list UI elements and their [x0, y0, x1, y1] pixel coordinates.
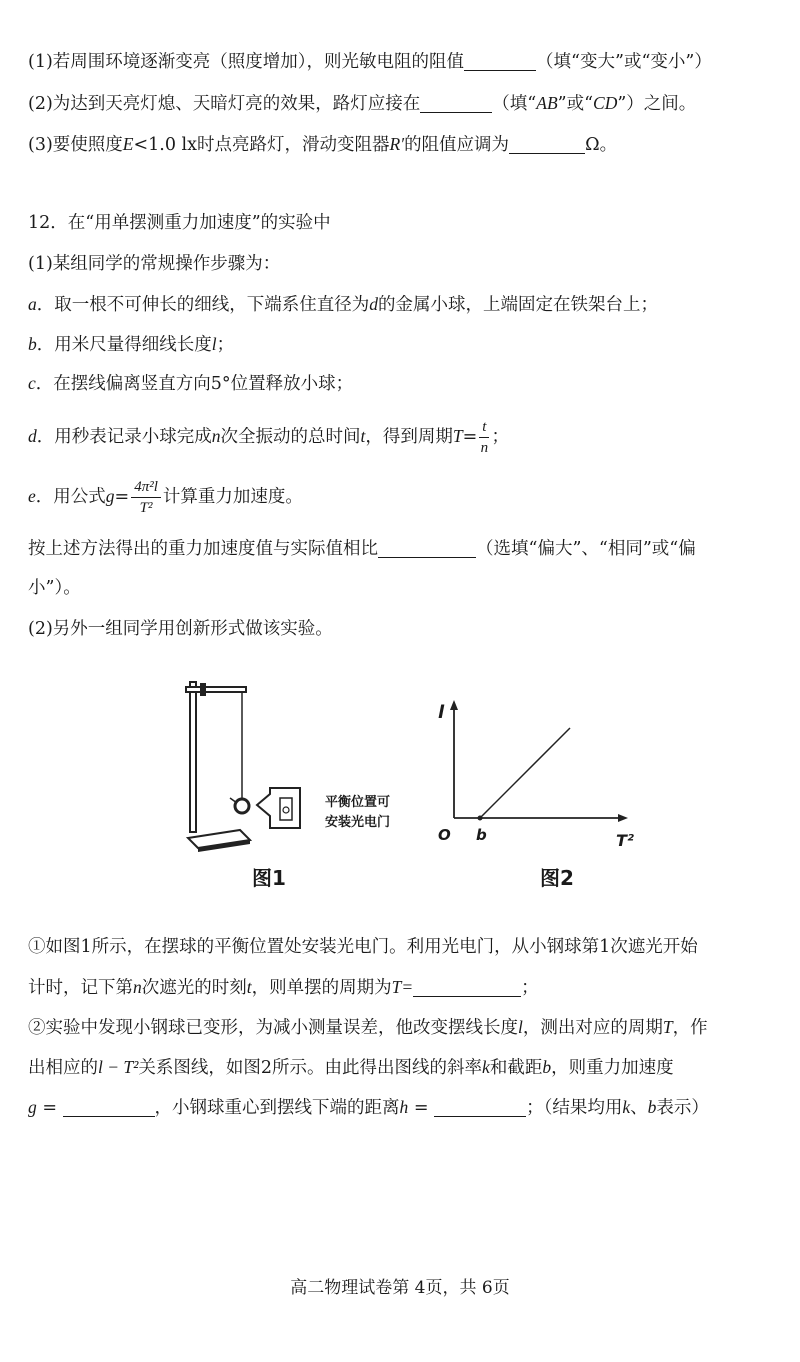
- photogate-note-line2: 安装光电门: [325, 815, 391, 830]
- origin-label: O: [438, 826, 451, 844]
- sub-question-2-line2: 出相应的l − T²关系图线，如图2所示。由此得出图线的斜率k和截距b，则重力加速度: [28, 1057, 674, 1078]
- sub-question-2-line1: ②实验中发现小钢球已变形，为减小测量误差，他改变摆线长度l，测出对应的周期T，作: [28, 1017, 708, 1038]
- graph-line: [480, 728, 570, 818]
- q12-part1-heading: (1)某组同学的常规操作步骤为：: [28, 254, 281, 274]
- figure-2-graph: [420, 690, 650, 860]
- answer-blank[interactable]: [420, 92, 492, 113]
- step-c: c．在摆线偏离竖直方向5°位置释放小球；: [28, 373, 354, 394]
- page-footer: 高二物理试卷第 4页，共 6页: [290, 1278, 510, 1298]
- sub-question-2-line3: g = ，小钢球重心到摆线下端的距离h = ；（结果均用k、b表示）: [28, 1097, 709, 1118]
- answer-blank[interactable]: [434, 1096, 526, 1117]
- intercept-point: [478, 816, 483, 821]
- photogate-callout: [257, 788, 300, 828]
- figure-1-caption: 图1: [252, 866, 286, 890]
- q11-part2: (2)为达到天亮灯熄、天暗灯亮的效果，路灯应接在 （填“AB”或“CD”）之间。: [28, 93, 697, 114]
- sub-question-1-line1: ①如图1所示，在摆球的平衡位置处安装光电门。利用光电门，从小钢球第1次遮光开始: [28, 937, 698, 957]
- stand-rod: [190, 682, 196, 832]
- answer-blank[interactable]: [509, 133, 585, 154]
- intercept-label: b: [476, 826, 487, 844]
- photogate-note-line1: 平衡位置可: [325, 795, 391, 810]
- answer-blank[interactable]: [63, 1096, 155, 1117]
- gravity-formula-fraction: $\frac{\text{4π²l}}{\text{T²}}$: [131, 477, 161, 518]
- answer-blank[interactable]: [378, 537, 476, 558]
- x-axis-label: T²: [616, 831, 634, 850]
- compare-question: 按上述方法得出的重力加速度值与实际值相比 （选填“偏大”、“相同”或“偏: [28, 539, 696, 559]
- x-axis-arrow: [618, 814, 628, 822]
- compare-question-cont: 小”）。: [28, 578, 81, 598]
- period-fraction: $\frac{t}{n}$: [480, 419, 489, 456]
- step-d: d．用秒表记录小球完成n次全振动的总时间t，得到周期T= $\frac{t}{n}$ ；: [28, 419, 509, 456]
- answer-blank[interactable]: [464, 50, 536, 71]
- q11-part3: (3)要使照度E<1.0 lx时点亮路灯，滑动变阻器R′的阻值应调为 Ω。: [28, 134, 618, 155]
- figure-1-pendulum: [170, 660, 430, 870]
- q12-title: 12．在“用单摆测重力加速度”的实验中: [28, 213, 331, 233]
- sub-question-1-line2: 计时，记下第n次遮光的时刻t，则单摆的周期为T= ；: [28, 977, 539, 998]
- step-b: b．用米尺量得细线长度l；: [28, 334, 235, 355]
- q12-part2-heading: (2)另外一组同学用创新形式做该实验。: [28, 619, 333, 639]
- figure-2-caption: 图2: [540, 866, 574, 890]
- step-e: e．用公式g= $\frac{\text{4π²l}}{\text{T²}}$ 计算重力加速度。: [28, 479, 303, 516]
- q11-part1: (1)若周围环境逐渐变亮（照度增加），则光敏电阻的阻值 （填“变大”或“变小”）: [28, 52, 712, 72]
- y-axis-arrow: [450, 700, 458, 710]
- answer-blank[interactable]: [413, 976, 521, 997]
- step-a: a．取一根不可伸长的细线，下端系住直径为d的金属小球，上端固定在铁架台上；: [28, 294, 658, 315]
- y-axis-label: l: [438, 702, 445, 723]
- stand-arm: [186, 687, 246, 692]
- stand-clamp: [200, 683, 206, 696]
- pendulum-ball: [235, 799, 249, 813]
